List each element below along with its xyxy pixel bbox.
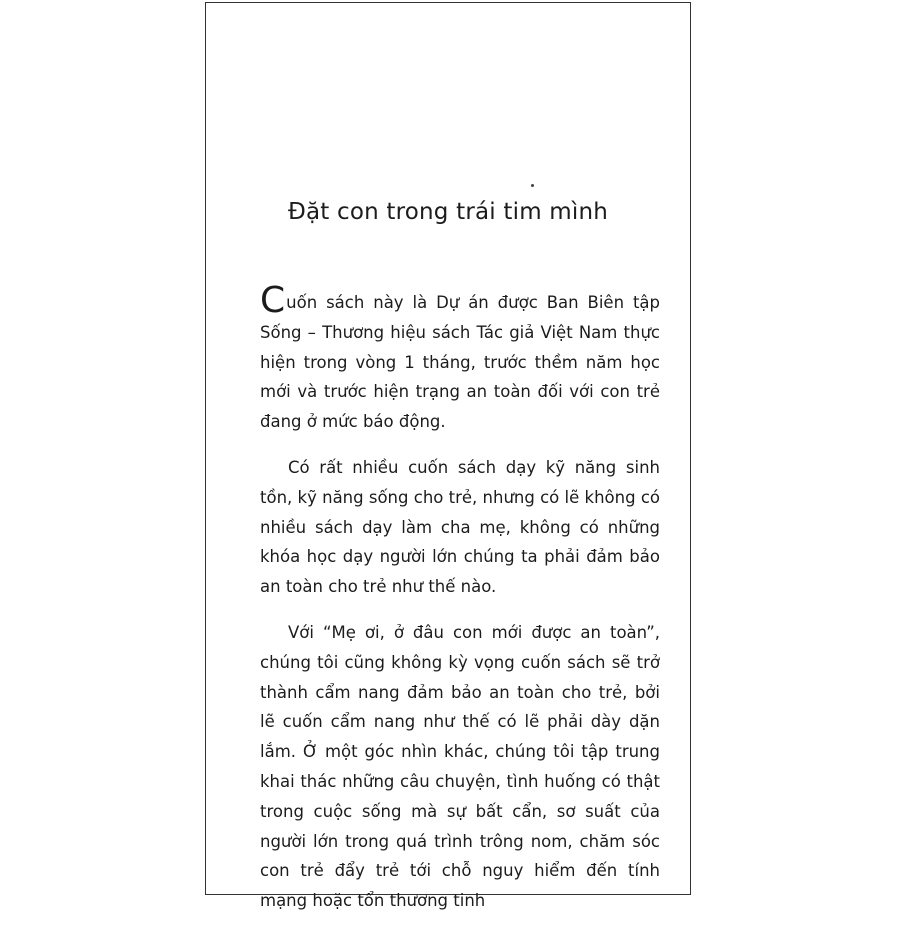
drop-cap: C xyxy=(260,280,286,321)
paragraph-1 xyxy=(260,280,660,437)
paragraph-3: Với “Mẹ ơi, ở đâu con mới được an toàn”, chúng tôi cũng không kỳ vọng cuốn sách sẽ trở thành cẩm nang đảm bảo an toàn cho trẻ, bởi lẽ cuốn cẩm nang như thế có lẽ phải dày dặn lắm. Ở một góc nhìn khác, chúng tôi tập trung khai thác những câu chuyện, tình huống có thật trong cuộc sống mà sự bất cẩn, sơ suất của người lớn trong quá trình trông nom, chăm sóc con trẻ đẩy trẻ tới chỗ nguy hiểm đến tính mạng hoặc tổn thương tinh xyxy=(260,622,660,911)
page-title: Đặt con trong trái tim mình xyxy=(287,199,609,225)
book-page xyxy=(205,2,691,911)
ink-speck xyxy=(531,184,534,187)
paragraph-1-text: uốn sách này là Dự án được Ban Biên tập Sống – Thương hiệu sách Tác giả Việt Nam thực hiện trong vòng 1 tháng, trước thềm năm học mới và trước hiện trạng an toàn đối với con trẻ đang ở mức báo động. xyxy=(260,293,660,432)
paragraph-2: Có rất nhiều cuốn sách dạy kỹ năng sinh tồn, kỹ năng sống cho trẻ, nhưng có lẽ không có nhiều sách dạy làm cha mẹ, không có những khóa học dạy người lớn chúng ta phải đảm bảo an toàn cho trẻ như thế nào. xyxy=(260,457,660,597)
body-text xyxy=(260,280,660,932)
